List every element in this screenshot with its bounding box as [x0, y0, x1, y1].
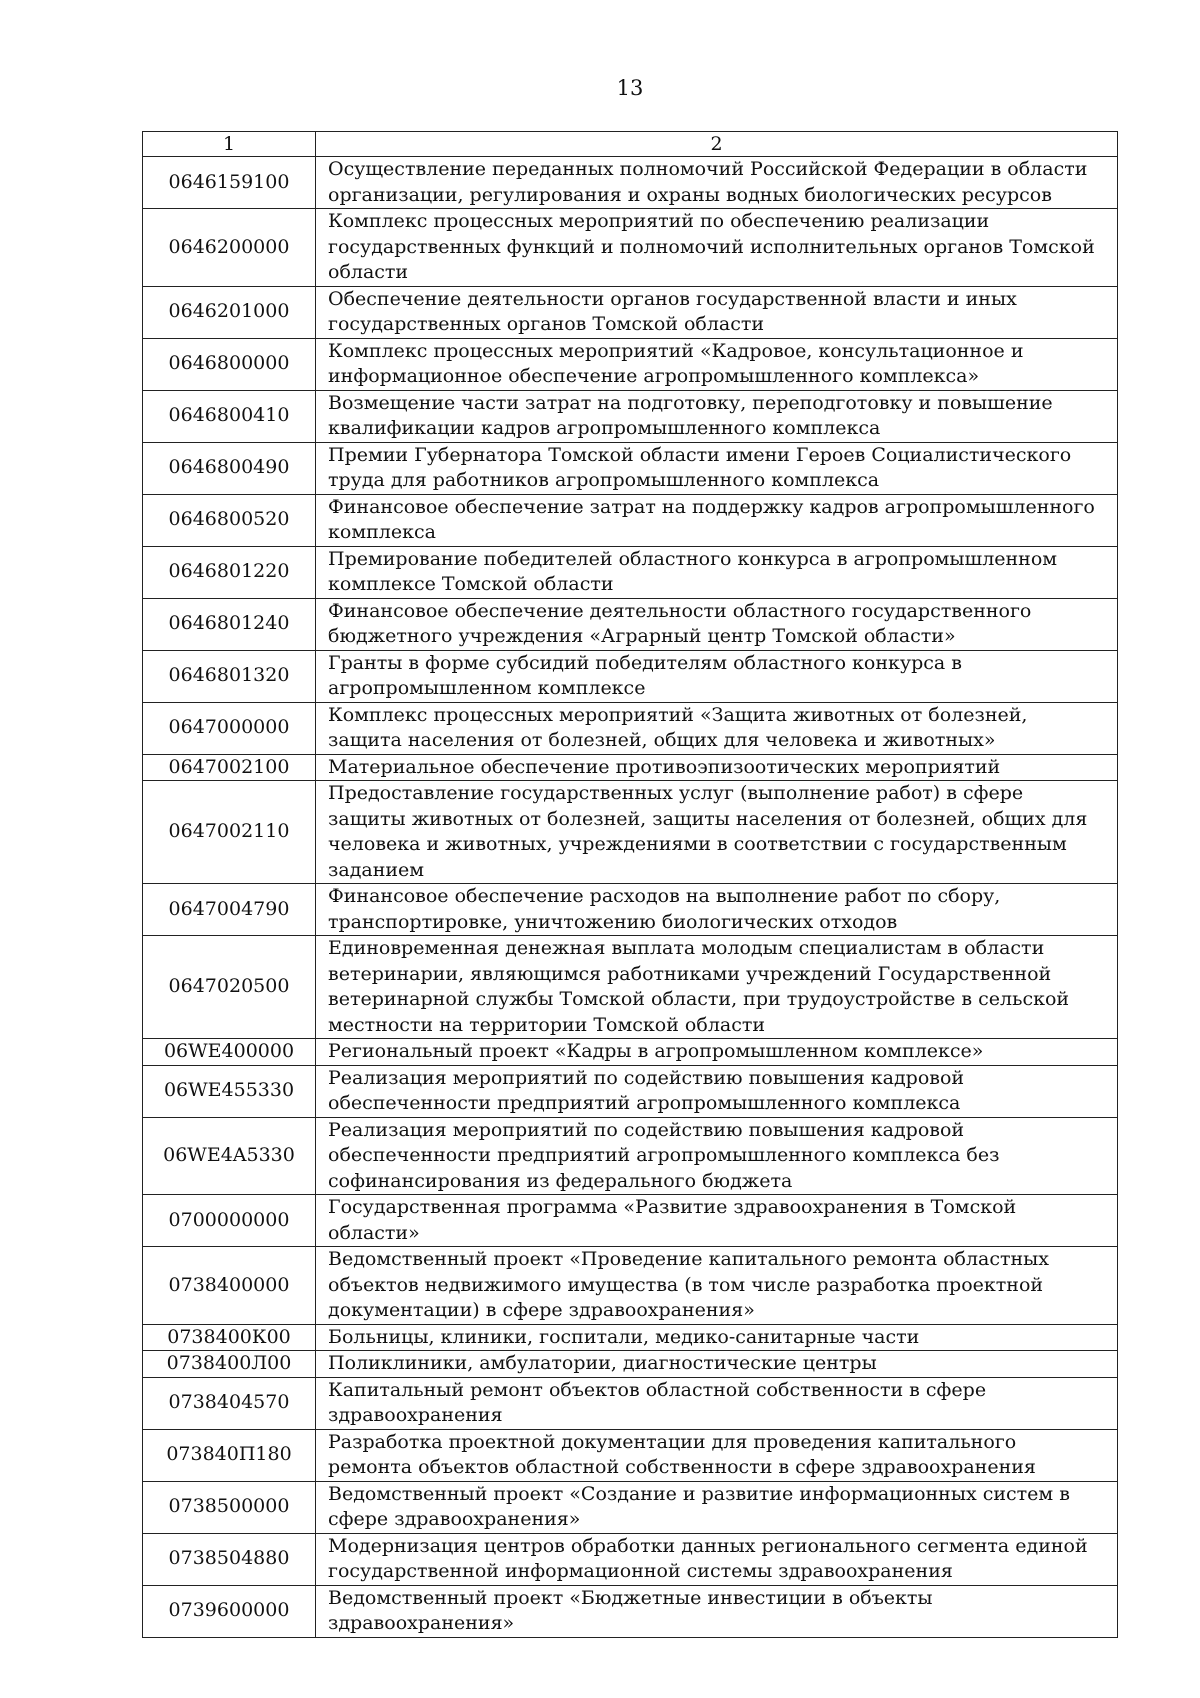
row-description: Капитальный ремонт объектов областной собственности в сфере здравоохранения: [316, 1377, 1118, 1429]
row-description: Поликлиники, амбулатории, диагностические центры: [316, 1351, 1118, 1378]
row-description: Государственная программа «Развитие здравоохранения в Томской области»: [316, 1195, 1118, 1247]
table-row: [143, 754, 1118, 781]
row-code: 0647000000: [143, 702, 316, 754]
row-description: Ведомственный проект «Бюджетные инвестиции в объекты здравоохранения»: [316, 1585, 1118, 1637]
table-row: [143, 1247, 1118, 1325]
table-row: [143, 390, 1118, 442]
row-code: 0738400К00: [143, 1324, 316, 1351]
row-code: 0738504880: [143, 1533, 316, 1585]
row-code: 0738400000: [143, 1247, 316, 1325]
row-code: 0647004790: [143, 884, 316, 936]
row-code: 0647020500: [143, 936, 316, 1039]
row-code: 0646159100: [143, 157, 316, 209]
table-row: [143, 650, 1118, 702]
row-code: 06WE455330: [143, 1065, 316, 1117]
row-description: Возмещение части затрат на подготовку, переподготовку и повышение квалификации кадров агропромышленного комплекса: [316, 390, 1118, 442]
row-description: Премирование победителей областного конкурса в агропромышленном комплексе Томской области: [316, 546, 1118, 598]
table-row: [143, 338, 1118, 390]
table-row: [143, 598, 1118, 650]
table-row: [143, 1429, 1118, 1481]
row-description: Разработка проектной документации для проведения капитального ремонта объектов областной собственности в сфере здравоохранения: [316, 1429, 1118, 1481]
row-code: 0646800490: [143, 442, 316, 494]
row-code: 0738404570: [143, 1377, 316, 1429]
row-code: 0646800000: [143, 338, 316, 390]
row-code: 0739600000: [143, 1585, 316, 1637]
table-row: [143, 1351, 1118, 1378]
row-description: Единовременная денежная выплата молодым специалистам в области ветеринарии, являющимся работниками учреждений Государственной ветеринарной службы Томской области, при трудоустройстве в сельской местности на территории Томской области: [316, 936, 1118, 1039]
row-description: Осуществление переданных полномочий Российской Федерации в области организации, регулирования и охраны водных биологических ресурсов: [316, 157, 1118, 209]
row-code: 0646201000: [143, 286, 316, 338]
row-description: Финансовое обеспечение расходов на выполнение работ по сбору, транспортировке, уничтожению биологических отходов: [316, 884, 1118, 936]
page-number: 13: [616, 76, 644, 100]
row-description: Гранты в форме субсидий победителям областного конкурса в агропромышленном комплексе: [316, 650, 1118, 702]
table-row: [143, 1481, 1118, 1533]
table-row: [143, 1324, 1118, 1351]
row-description: Финансовое обеспечение затрат на поддержку кадров агропромышленного комплекса: [316, 494, 1118, 546]
row-code: 0646800520: [143, 494, 316, 546]
row-code: 0738500000: [143, 1481, 316, 1533]
table-row: [143, 781, 1118, 884]
column-header-2: 2: [316, 132, 1118, 157]
row-code: 06WE400000: [143, 1039, 316, 1066]
table-row: [143, 1533, 1118, 1585]
row-code: 0647002110: [143, 781, 316, 884]
row-code: 0700000000: [143, 1195, 316, 1247]
budget-code-table: [142, 131, 1118, 1638]
row-code: 073840П180: [143, 1429, 316, 1481]
row-code: 0738400Л00: [143, 1351, 316, 1378]
table-row: [143, 702, 1118, 754]
table-row: [143, 286, 1118, 338]
column-header-1: 1: [143, 132, 316, 157]
row-code: 0646801320: [143, 650, 316, 702]
row-description: Предоставление государственных услуг (выполнение работ) в сфере защиты животных от болезней, защиты населения от болезней, общих для человека и животных, учреждениями в соответствии с государственным заданием: [316, 781, 1118, 884]
row-code: 0646800410: [143, 390, 316, 442]
row-code: 0646200000: [143, 209, 316, 287]
table-row: [143, 209, 1118, 287]
row-code: 0647002100: [143, 754, 316, 781]
table-row: [143, 1065, 1118, 1117]
row-description: Ведомственный проект «Создание и развитие информационных систем в сфере здравоохранения»: [316, 1481, 1118, 1533]
table-header-row: [143, 132, 1118, 157]
row-description: Комплекс процессных мероприятий «Кадровое, консультационное и информационное обеспечение агропромышленного комплекса»: [316, 338, 1118, 390]
table-row: [143, 1117, 1118, 1195]
table-row: [143, 546, 1118, 598]
table-row: [143, 936, 1118, 1039]
row-description: Реализация мероприятий по содействию повышения кадровой обеспеченности предприятий агропромышленного комплекса без софинансирования из федерального бюджета: [316, 1117, 1118, 1195]
row-description: Обеспечение деятельности органов государственной власти и иных государственных органов Томской области: [316, 286, 1118, 338]
table-row: [143, 157, 1118, 209]
table-row: [143, 1377, 1118, 1429]
table-row: [143, 494, 1118, 546]
row-description: Ведомственный проект «Проведение капитального ремонта областных объектов недвижимого имущества (в том числе разработка проектной документации) в сфере здравоохранения»: [316, 1247, 1118, 1325]
row-code: 06WE4A5330: [143, 1117, 316, 1195]
row-code: 0646801240: [143, 598, 316, 650]
row-description: Комплекс процессных мероприятий «Защита животных от болезней, защита населения от болезней, общих для человека и животных»: [316, 702, 1118, 754]
row-description: Региональный проект «Кадры в агропромышленном комплексе»: [316, 1039, 1118, 1066]
table-row: [143, 442, 1118, 494]
table-row: [143, 1195, 1118, 1247]
table-row: [143, 1039, 1118, 1066]
table-row: [143, 884, 1118, 936]
row-description: Модернизация центров обработки данных регионального сегмента единой государственной информационной системы здравоохранения: [316, 1533, 1118, 1585]
row-description: Реализация мероприятий по содействию повышения кадровой обеспеченности предприятий агропромышленного комплекса: [316, 1065, 1118, 1117]
row-description: Комплекс процессных мероприятий по обеспечению реализации государственных функций и полномочий исполнительных органов Томской области: [316, 209, 1118, 287]
row-code: 0646801220: [143, 546, 316, 598]
row-description: Материальное обеспечение противоэпизоотических мероприятий: [316, 754, 1118, 781]
table-row: [143, 1585, 1118, 1637]
row-description: Премии Губернатора Томской области имени Героев Социалистического труда для работников агропромышленного комплекса: [316, 442, 1118, 494]
row-description: Финансовое обеспечение деятельности областного государственного бюджетного учреждения «Аграрный центр Томской области»: [316, 598, 1118, 650]
row-description: Больницы, клиники, госпитали, медико-санитарные части: [316, 1324, 1118, 1351]
